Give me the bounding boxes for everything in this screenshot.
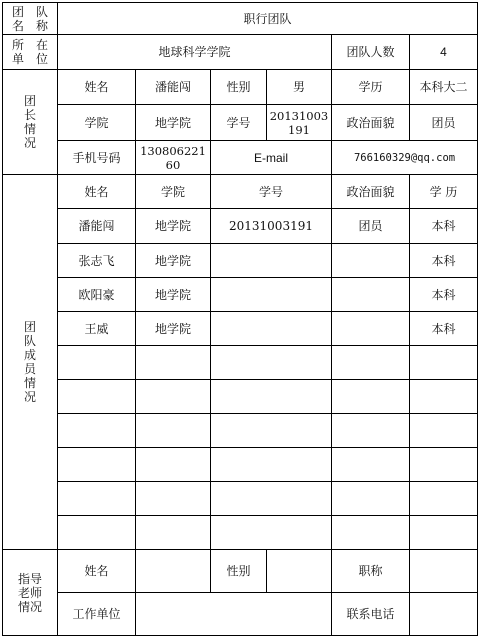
- member-political[interactable]: [332, 278, 410, 312]
- leader-phone-value[interactable]: 130806221 60: [136, 141, 211, 175]
- members-header-row: [3, 175, 478, 209]
- member-college[interactable]: [136, 482, 211, 516]
- member-political[interactable]: 团员: [332, 209, 410, 244]
- table-row-empty: [3, 380, 478, 414]
- leader-edu-label: 学历: [332, 70, 410, 105]
- leader-id-value[interactable]: 20131003 191: [267, 105, 332, 141]
- advisor-phone-label: 联系电话: [332, 593, 410, 636]
- member-political[interactable]: [332, 312, 410, 346]
- team-unit-label: 所 在 单 位: [3, 35, 58, 70]
- table-row-empty: [3, 516, 478, 550]
- member-political[interactable]: [332, 482, 410, 516]
- leader-row-3: [3, 141, 478, 175]
- member-name[interactable]: [58, 482, 136, 516]
- member-college[interactable]: 地学院: [136, 312, 211, 346]
- member-id[interactable]: 20131003191: [211, 209, 332, 244]
- table-row-empty: [3, 346, 478, 380]
- advisor-row-1: [3, 550, 478, 593]
- leader-political-value[interactable]: 团员: [410, 105, 478, 141]
- members-header-edu: 学 历: [410, 175, 478, 209]
- member-id[interactable]: [211, 244, 332, 278]
- member-id[interactable]: [211, 448, 332, 482]
- leader-id-label: 学号: [211, 105, 267, 141]
- member-political[interactable]: [332, 414, 410, 448]
- table-row-empty: [3, 482, 478, 516]
- leader-section-label: 团 长 情 况: [3, 70, 58, 175]
- leader-college-value[interactable]: 地学院: [136, 105, 211, 141]
- member-political[interactable]: [332, 448, 410, 482]
- member-edu[interactable]: [410, 516, 478, 550]
- member-edu[interactable]: 本科: [410, 312, 478, 346]
- leader-edu-value[interactable]: 本科大二: [410, 70, 478, 105]
- member-id[interactable]: [211, 482, 332, 516]
- member-name[interactable]: [58, 516, 136, 550]
- member-id[interactable]: [211, 516, 332, 550]
- member-name[interactable]: 潘能闯: [58, 209, 136, 244]
- advisor-phone-value[interactable]: [410, 593, 478, 636]
- team-application-form: [2, 2, 478, 636]
- member-political[interactable]: [332, 516, 410, 550]
- leader-phone-label: 手机号码: [58, 141, 136, 175]
- table-row: [3, 209, 478, 244]
- member-id[interactable]: [211, 278, 332, 312]
- leader-gender-label: 性别: [211, 70, 267, 105]
- team-unit-value[interactable]: 地球科学学院: [58, 35, 332, 70]
- member-name[interactable]: [58, 448, 136, 482]
- table-row-empty: [3, 448, 478, 482]
- advisor-section-label: 指导 老师 情况: [3, 550, 58, 636]
- member-college[interactable]: [136, 346, 211, 380]
- leader-email-label: E-mail: [211, 141, 332, 175]
- advisor-gender-value[interactable]: [267, 550, 332, 593]
- member-edu[interactable]: [410, 448, 478, 482]
- member-college[interactable]: [136, 448, 211, 482]
- table-row: [3, 244, 478, 278]
- member-political[interactable]: [332, 346, 410, 380]
- advisor-gender-label: 性别: [211, 550, 267, 593]
- table-row: [3, 278, 478, 312]
- table-row: [3, 312, 478, 346]
- member-edu[interactable]: [410, 380, 478, 414]
- leader-row-1: [3, 70, 478, 105]
- member-edu[interactable]: [410, 346, 478, 380]
- members-header-college: 学院: [136, 175, 211, 209]
- leader-college-label: 学院: [58, 105, 136, 141]
- member-id[interactable]: [211, 380, 332, 414]
- member-name[interactable]: 欧阳豪: [58, 278, 136, 312]
- member-college[interactable]: 地学院: [136, 244, 211, 278]
- leader-row-2: [3, 105, 478, 141]
- members-header-political: 政治面貌: [332, 175, 410, 209]
- team-count-label: 团队人数: [332, 35, 410, 70]
- member-political[interactable]: [332, 380, 410, 414]
- team-name-label: 团 队 名 称: [3, 3, 58, 35]
- member-edu[interactable]: [410, 482, 478, 516]
- advisor-name-value[interactable]: [136, 550, 211, 593]
- member-edu[interactable]: [410, 414, 478, 448]
- team-count-value[interactable]: 4: [410, 35, 478, 70]
- advisor-row-2: [3, 593, 478, 636]
- member-name[interactable]: 张志飞: [58, 244, 136, 278]
- leader-name-value[interactable]: 潘能闯: [136, 70, 211, 105]
- table-row-empty: [3, 414, 478, 448]
- member-name[interactable]: 王威: [58, 312, 136, 346]
- team-name-value[interactable]: 职行团队: [58, 3, 478, 35]
- advisor-work-value[interactable]: [136, 593, 332, 636]
- member-id[interactable]: [211, 312, 332, 346]
- members-header-id: 学号: [211, 175, 332, 209]
- member-political[interactable]: [332, 244, 410, 278]
- team-name-row: [3, 3, 478, 35]
- member-id[interactable]: [211, 346, 332, 380]
- members-section-label: 团 队 成 员 情 况: [3, 175, 58, 550]
- leader-gender-value[interactable]: 男: [267, 70, 332, 105]
- leader-email-value[interactable]: 766160329@qq.com: [332, 141, 478, 175]
- advisor-name-label: 姓名: [58, 550, 136, 593]
- member-college[interactable]: [136, 414, 211, 448]
- member-college[interactable]: 地学院: [136, 278, 211, 312]
- leader-political-label: 政治面貌: [332, 105, 410, 141]
- member-name[interactable]: [58, 414, 136, 448]
- advisor-work-label: 工作单位: [58, 593, 136, 636]
- member-edu[interactable]: 本科: [410, 244, 478, 278]
- member-college[interactable]: 地学院: [136, 209, 211, 244]
- team-unit-row: [3, 35, 478, 70]
- members-header-name: 姓名: [58, 175, 136, 209]
- leader-name-label: 姓名: [58, 70, 136, 105]
- member-college[interactable]: [136, 380, 211, 414]
- advisor-title-value[interactable]: [410, 550, 478, 593]
- member-edu[interactable]: 本科: [410, 278, 478, 312]
- member-college[interactable]: [136, 516, 211, 550]
- member-edu[interactable]: 本科: [410, 209, 478, 244]
- member-id[interactable]: [211, 414, 332, 448]
- member-name[interactable]: [58, 346, 136, 380]
- advisor-title-label: 职称: [332, 550, 410, 593]
- member-name[interactable]: [58, 380, 136, 414]
